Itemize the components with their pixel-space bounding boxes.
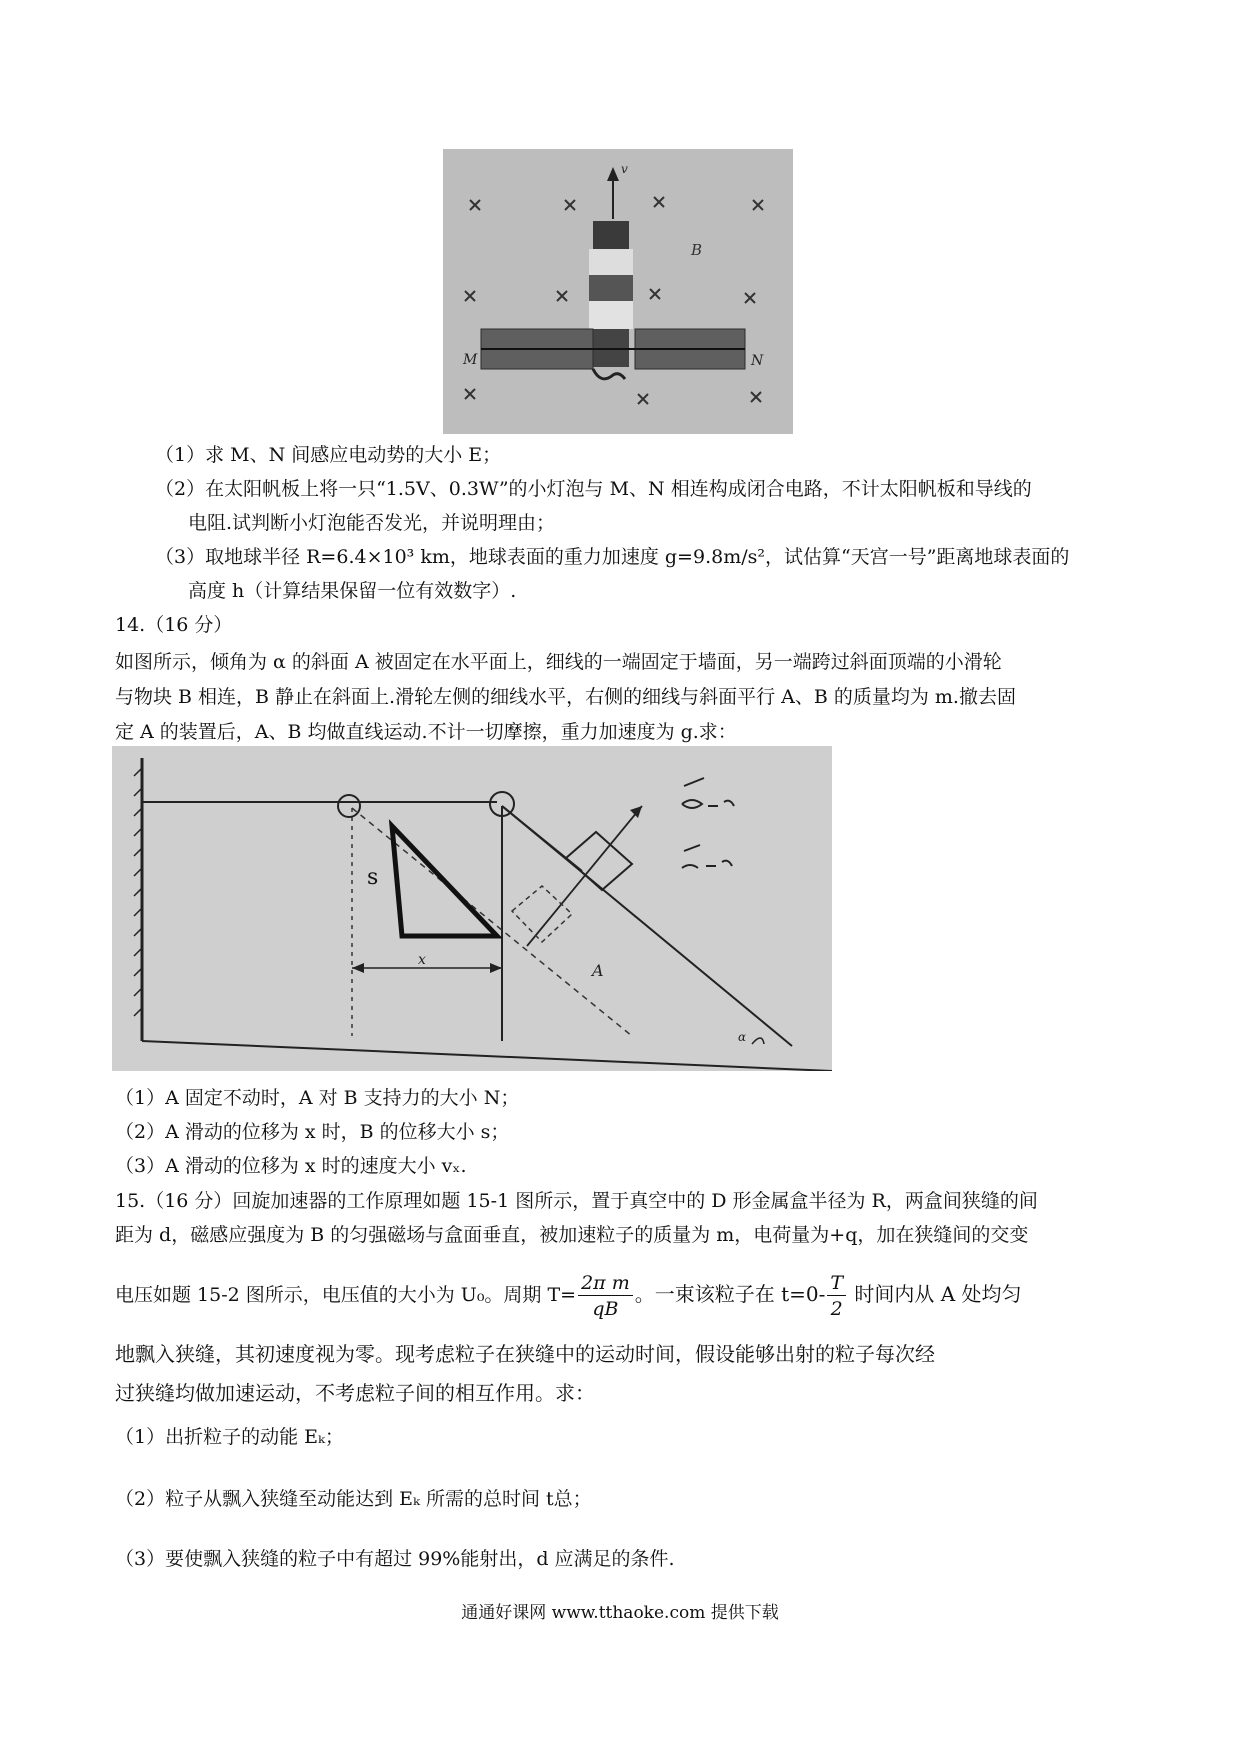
q14-item-1: （1）A 固定不动时，A 对 B 支持力的大小 N； — [115, 1087, 520, 1109]
q13-item-3-cont: 高度 h（计算结果保留一位有效数字）. — [188, 580, 517, 602]
period-fraction — [578, 1271, 633, 1322]
q15-item-2: （2）粒子从飘入狭缝至动能达到 Eₖ 所需的总时间 t总； — [115, 1488, 592, 1510]
half-period-fraction — [827, 1271, 846, 1322]
label-A: A — [592, 961, 604, 980]
label-s-sketch: s — [367, 865, 379, 890]
half-frac-num: T — [827, 1271, 846, 1296]
q15-line-4: 地飘入狭缝，其初速度视为零。现考虑粒子在狭缝中的运动时间，假设能够出射的粒子每次经 — [115, 1342, 935, 1366]
label-x: x — [418, 952, 426, 968]
half-frac-den: 2 — [830, 1297, 843, 1320]
q15-line-3c: 时间内从 A 处均匀 — [848, 1282, 1022, 1306]
period-frac-num: 2π m — [578, 1271, 633, 1296]
label-alpha: α — [738, 1030, 747, 1044]
label-B: B — [691, 241, 703, 259]
q15-line-1: 15.（16 分）回旋加速器的工作原理如题 15-1 图所示，置于真空中的 D 形金属盒半径为 R，两盒间狭缝的间 — [115, 1190, 1038, 1212]
label-M: M — [463, 352, 478, 368]
q15-item-1: （1）出折粒子的动能 Eₖ； — [115, 1426, 344, 1448]
q15-line-2: 距为 d，磁感应强度为 B 的匀强磁场与盒面垂直，被加速粒子的质量为 m，电荷量为+q，加在狭缝间的交变 — [115, 1224, 1029, 1246]
q14-stem-line-1: 如图所示，倾角为 α 的斜面 A 被固定在水平面上，细线的一端固定于墙面，另一端跨过斜面顶端的小滑轮 — [115, 651, 1002, 673]
q13-item-1: （1）求 M、N 间感应电动势的大小 E； — [155, 444, 502, 466]
q15-line-5: 过狭缝均做加速运动，不考虑粒子间的相互作用。求： — [115, 1381, 595, 1405]
q14-item-3: （3）A 滑动的位移为 x 时的速度大小 vₓ. — [115, 1155, 467, 1177]
q14-stem-line-3: 定 A 的装置后，A、B 均做直线运动.不计一切摩擦，重力加速度为 g.求： — [115, 721, 737, 743]
q14-header: 14.（16 分） — [115, 614, 233, 636]
q14-stem-line-2: 与物块 B 相连，B 静止在斜面上.滑轮左侧的细线水平，右侧的细线与斜面平行 A、B 的质量均为 m.撤去固 — [115, 686, 1016, 708]
period-frac-den: qB — [592, 1297, 619, 1320]
figure-incline — [112, 746, 832, 1071]
q15-line-3b: 。一束该粒子在 t=0- — [634, 1282, 826, 1306]
space-station-diagram — [443, 149, 793, 434]
incline-diagram — [112, 746, 832, 1071]
page-footer: 通通好课网 www.tthaoke.com 提供下载 — [461, 1603, 779, 1623]
q13-item-2-cont: 电阻.试判断小灯泡能否发光，并说明理由； — [188, 512, 556, 534]
label-N: N — [751, 353, 764, 369]
q14-item-2: （2）A 滑动的位移为 x 时，B 的位移大小 s； — [115, 1121, 510, 1143]
q15-item-3: （3）要使飘入狭缝的粒子中有超过 99%能射出，d 应满足的条件. — [115, 1548, 675, 1570]
q15-line-3 — [115, 1262, 1022, 1327]
q13-item-3: （3）取地球半径 R=6.4×10³ km，地球表面的重力加速度 g=9.8m/s²，试估算“天宫一号”距离地球表面的 — [155, 546, 1070, 568]
label-v: v — [621, 162, 628, 176]
q15-line-3a: 电压如题 15-2 图所示，电压值的大小为 U₀。周期 T= — [115, 1284, 577, 1306]
q13-item-2: （2）在太阳帆板上将一只“1.5V、0.3W”的小灯泡与 M、N 相连构成闭合电路，不计太阳帆板和导线的 — [155, 478, 1032, 500]
figure-space-station — [443, 149, 793, 434]
